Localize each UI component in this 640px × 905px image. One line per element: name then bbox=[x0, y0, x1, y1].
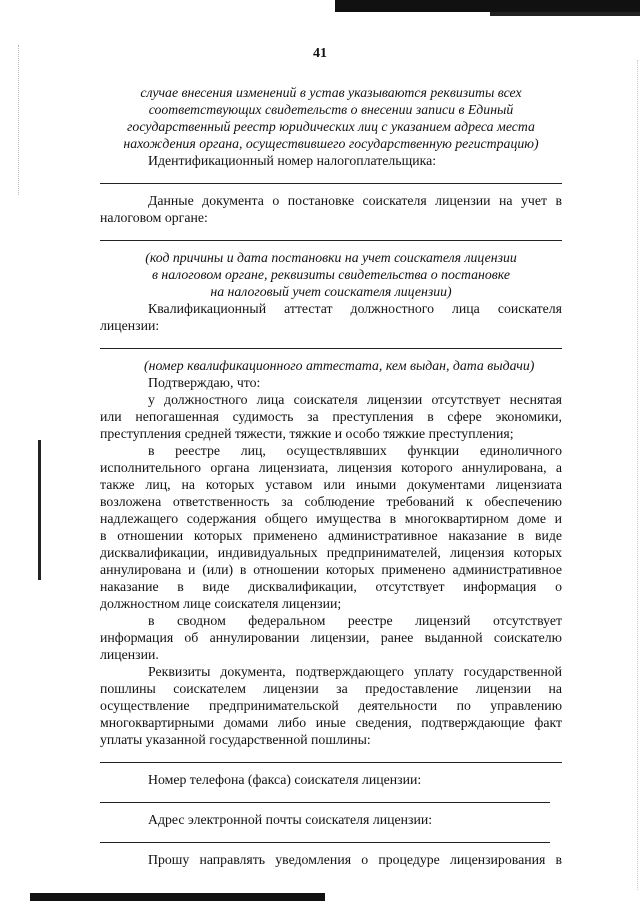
inn-fill-line bbox=[100, 175, 562, 184]
scan-artifact-left-mark bbox=[38, 440, 41, 580]
fee-paragraph: Реквизиты документа, подтверждающего уплату государственной пошлины соискателем лицензии за предоставление лицензии на осуществление предпринимательской деятельности по управлению многоквартирными домами либо иные сведения, подтверждающие факт уплаты указанной государственной пошлины: bbox=[100, 664, 562, 747]
tax-doc-note: (код причины и дата постановки на учет соискателя лицензии в налоговом органе, реквизиты свидетельства о постановке на налоговый учет соискателя лицензии) bbox=[145, 250, 517, 299]
scan-artifact-top-bar-thin bbox=[490, 12, 640, 16]
phone-label: Номер телефона (факса) соискателя лицензии: bbox=[148, 772, 422, 787]
tax-doc-paragraph: Данные документа о постановке соискателя лицензии на учет в налоговом органе: bbox=[100, 193, 562, 225]
request-paragraph: Прошу направлять уведомления о процедуре лицензирования в bbox=[148, 852, 562, 867]
email-fill-line bbox=[100, 834, 550, 843]
tax-doc-fill-line bbox=[100, 232, 562, 241]
confirm-heading: Подтверждаю, что: bbox=[148, 375, 261, 390]
scan-artifact-bottom-bar bbox=[30, 893, 325, 901]
scan-artifact-top-bar bbox=[335, 0, 640, 12]
email-label: Адрес электронной почты соискателя лицензии: bbox=[148, 812, 433, 827]
inn-label: Идентификационный номер налогоплательщика: bbox=[148, 153, 437, 168]
document-body bbox=[100, 84, 562, 868]
confirm-item-3: в сводном федеральном реестре лицензий отсутствует информация об аннулировании лицензии, ранее выданной соискателю лицензии. bbox=[100, 613, 562, 662]
fee-fill-line bbox=[100, 754, 562, 763]
page-number: 41 bbox=[313, 46, 327, 61]
scan-artifact-right-edge bbox=[635, 60, 638, 890]
qualification-fill-line bbox=[100, 340, 562, 349]
qualification-note: (номер квалификационного аттестата, кем выдан, дата выдачи) bbox=[144, 358, 535, 373]
qualification-paragraph: Квалификационный аттестат должностного лица соискателя лицензии: bbox=[100, 301, 562, 333]
scan-artifact-left-dots bbox=[18, 45, 20, 195]
confirm-item-1: у должностного лица соискателя лицензии отсутствует неснятая или непогашенная судимость за преступления в сфере экономики, преступления средней тяжести, тяжкие и особо тяжкие преступления; bbox=[100, 392, 562, 441]
phone-fill-line bbox=[100, 794, 550, 803]
note-registry: случае внесения изменений в устав указываются реквизиты всех соответствующих свидетельств о внесении записи в Единый государственный реестр юридических лиц с указанием адреса места нахождения органа, осуществившего государственную регистрацию) bbox=[123, 85, 539, 151]
confirm-item-2: в реестре лиц, осуществлявших функции единоличного исполнительного органа лицензиата, лицензия которого аннулирована, а также лиц, на которых уставом или иными документами лицензиата возложена ответственность за соблюдение требований к обеспечению надлежащего содержания общего имущества в многоквартирном доме и в отношении которых применено административное наказание в виде дисквалификации, индивидуальных предпринимателей, лицензия которых аннулирована и (или) в отношении которых применено административное наказание в виде дисквалификации, отсутствует информация о должностном лице соискателя лицензии; bbox=[100, 443, 562, 611]
